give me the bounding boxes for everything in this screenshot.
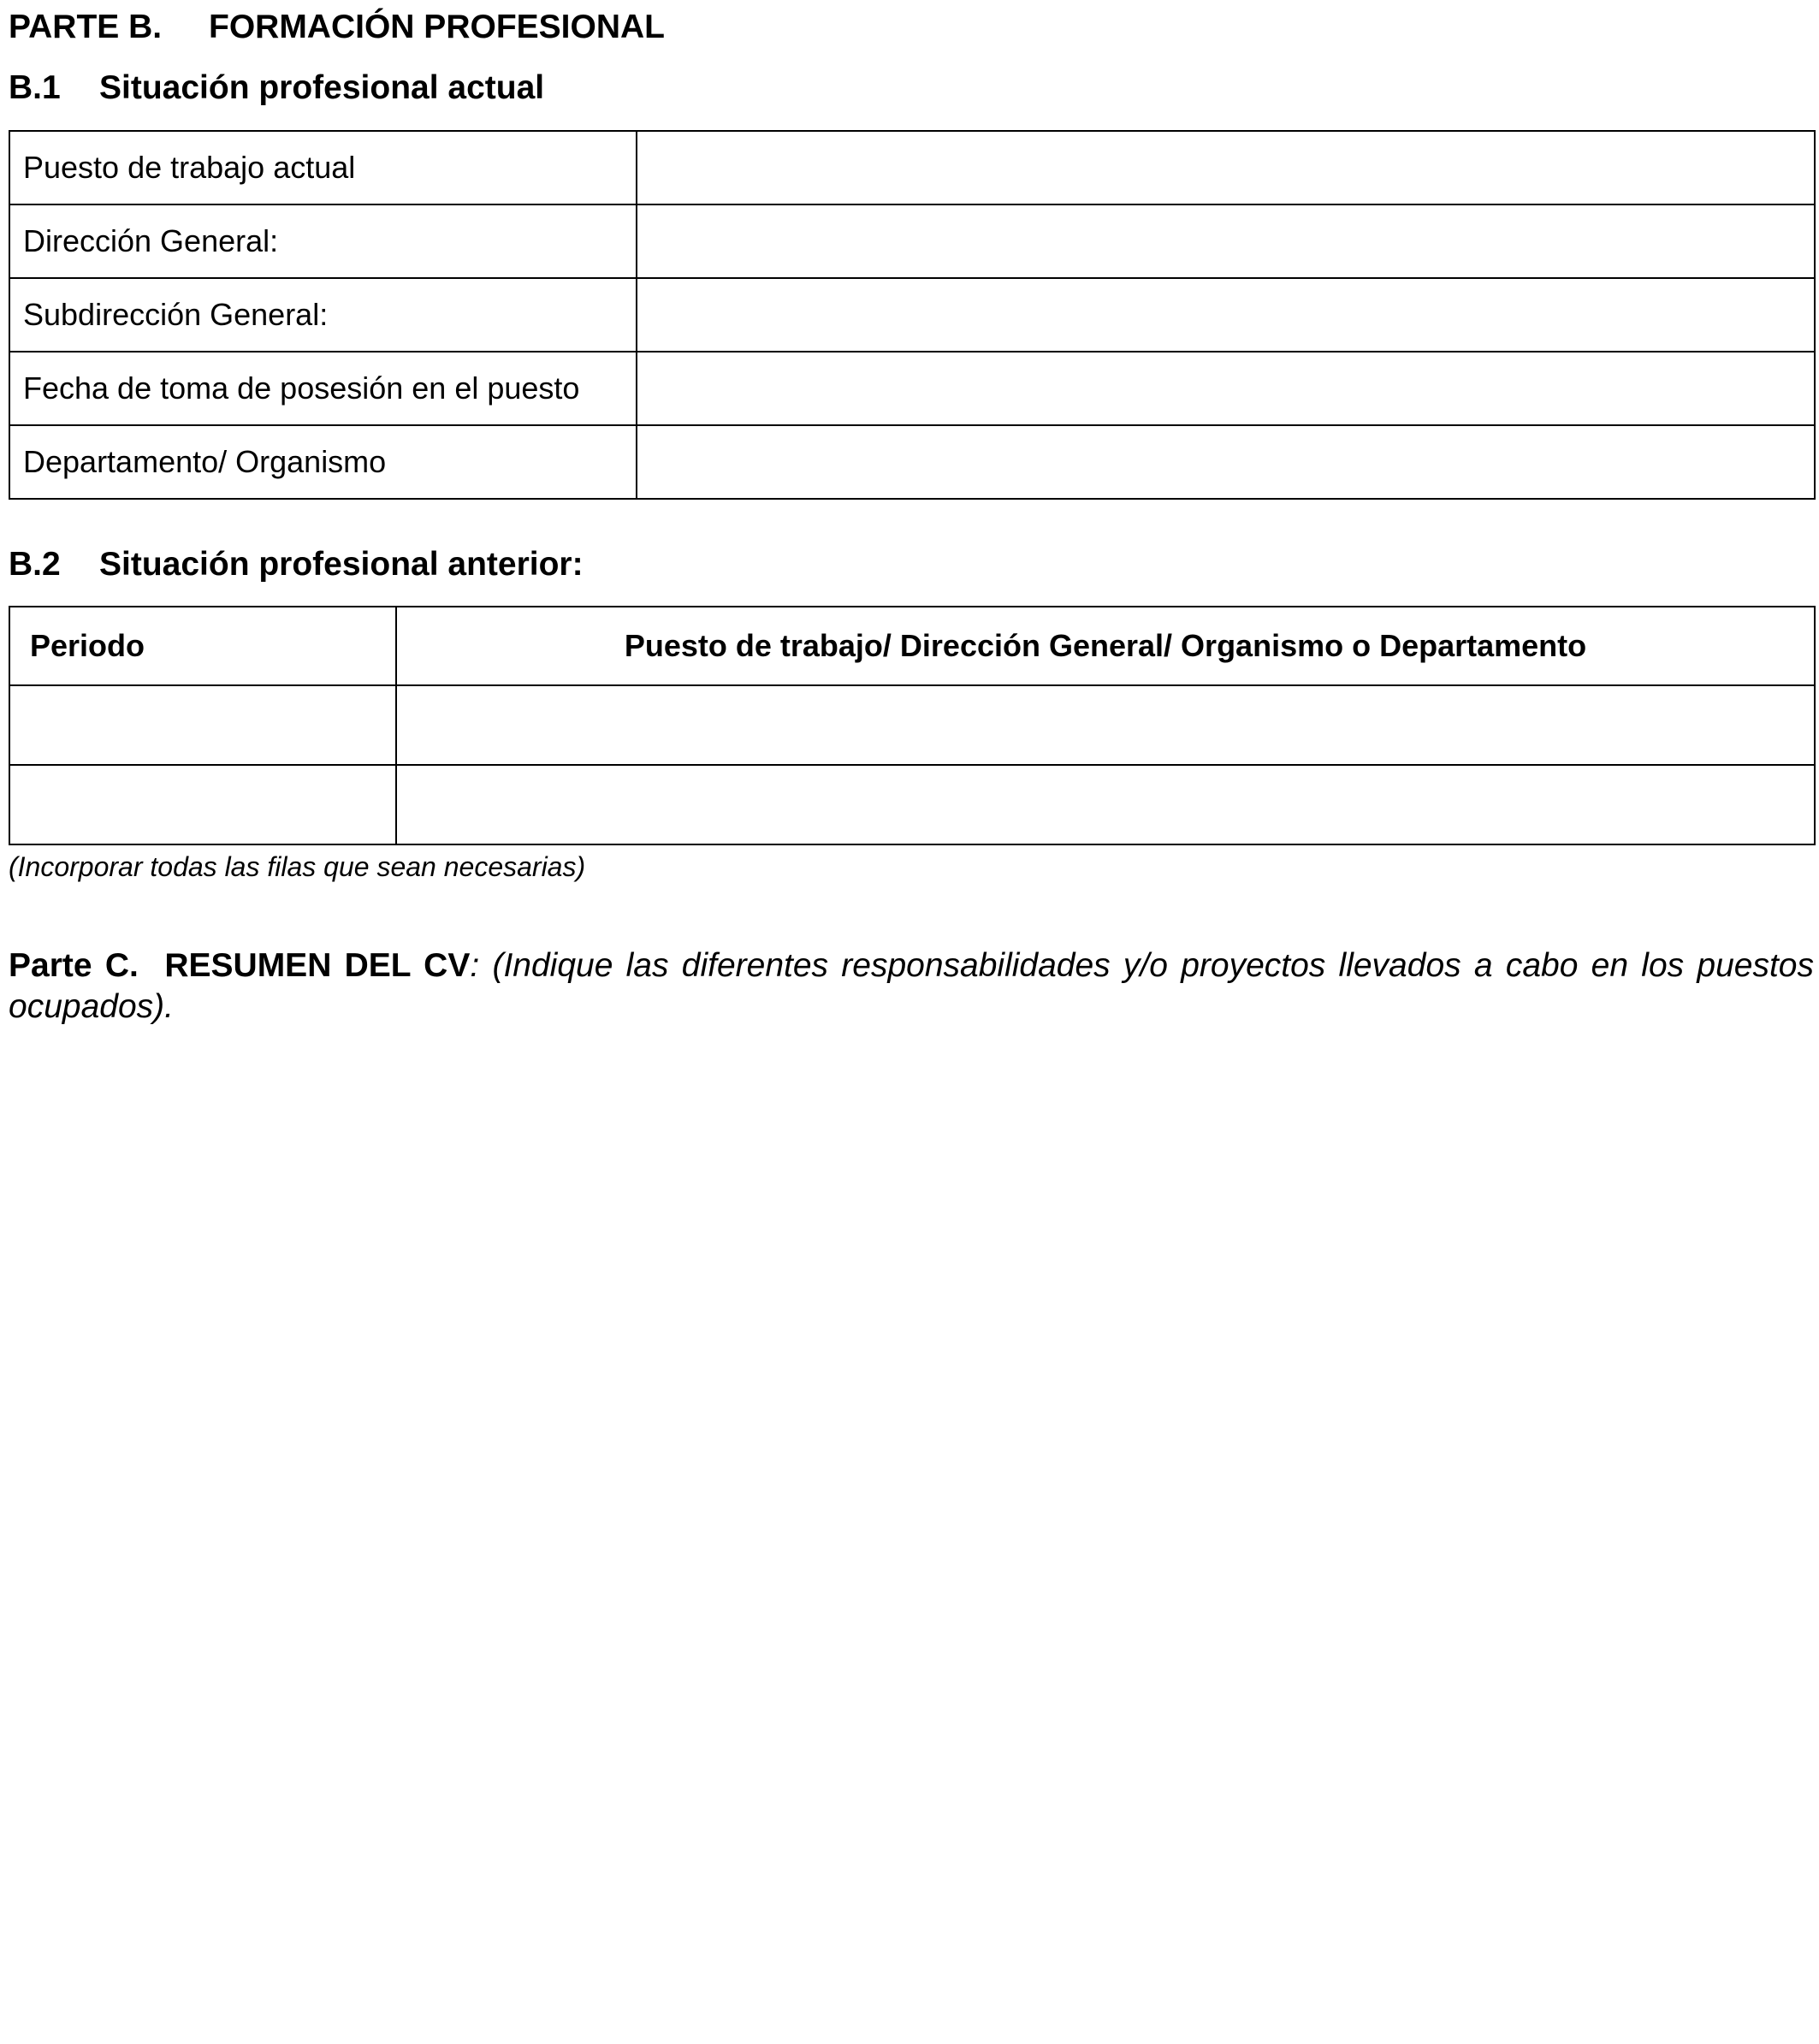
part-c-paragraph [9, 945, 1814, 1028]
table-row [9, 352, 1815, 425]
row-label: Dirección General: [9, 204, 637, 278]
table-row [9, 204, 1815, 278]
previous-positions-table [9, 606, 1816, 845]
add-rows-note: (Incorporar todas las filas que sean necesarias) [9, 851, 586, 882]
section-b1-title: Situación profesional actual [99, 69, 545, 106]
section-b2-number: B.2 [9, 546, 61, 583]
table-row [9, 765, 1815, 844]
current-position-table [9, 130, 1816, 500]
part-c-number: Parte C. [9, 947, 139, 984]
column-header-periodo: Periodo [9, 607, 396, 685]
row-value-field[interactable] [637, 352, 1815, 425]
part-b-number: PARTE B. [9, 9, 163, 45]
row-value-field[interactable] [637, 278, 1815, 352]
part-c-instruction: : (Indique las diferentes responsabilidades y/o proyectos llevados a cabo en los puestos ocupados). [9, 947, 1815, 1025]
table-row [9, 685, 1815, 765]
periodo-field[interactable] [9, 765, 396, 844]
column-header-puesto: Puesto de trabajo/ Dirección General/ Organismo o Departamento [396, 607, 1815, 685]
part-b-title: FORMACIÓN PROFESIONAL [209, 9, 665, 45]
section-b2-title: Situación profesional anterior: [99, 546, 584, 583]
section-b2-heading [9, 544, 584, 585]
section-b1-heading [9, 68, 544, 109]
section-b1-number: B.1 [9, 69, 61, 106]
part-c-title: RESUMEN DEL CV [164, 947, 471, 984]
table-row [9, 131, 1815, 204]
table-row [9, 278, 1815, 352]
row-label: Subdirección General: [9, 278, 637, 352]
row-label: Fecha de toma de posesión en el puesto [9, 352, 637, 425]
table-row [9, 425, 1815, 499]
periodo-field[interactable] [9, 685, 396, 765]
row-value-field[interactable] [637, 131, 1815, 204]
part-b-heading [9, 7, 665, 48]
row-label: Puesto de trabajo actual [9, 131, 637, 204]
row-value-field[interactable] [637, 204, 1815, 278]
table-header-row [9, 607, 1815, 685]
puesto-field[interactable] [396, 685, 1815, 765]
puesto-field[interactable] [396, 765, 1815, 844]
row-value-field[interactable] [637, 425, 1815, 499]
row-label: Departamento/ Organismo [9, 425, 637, 499]
